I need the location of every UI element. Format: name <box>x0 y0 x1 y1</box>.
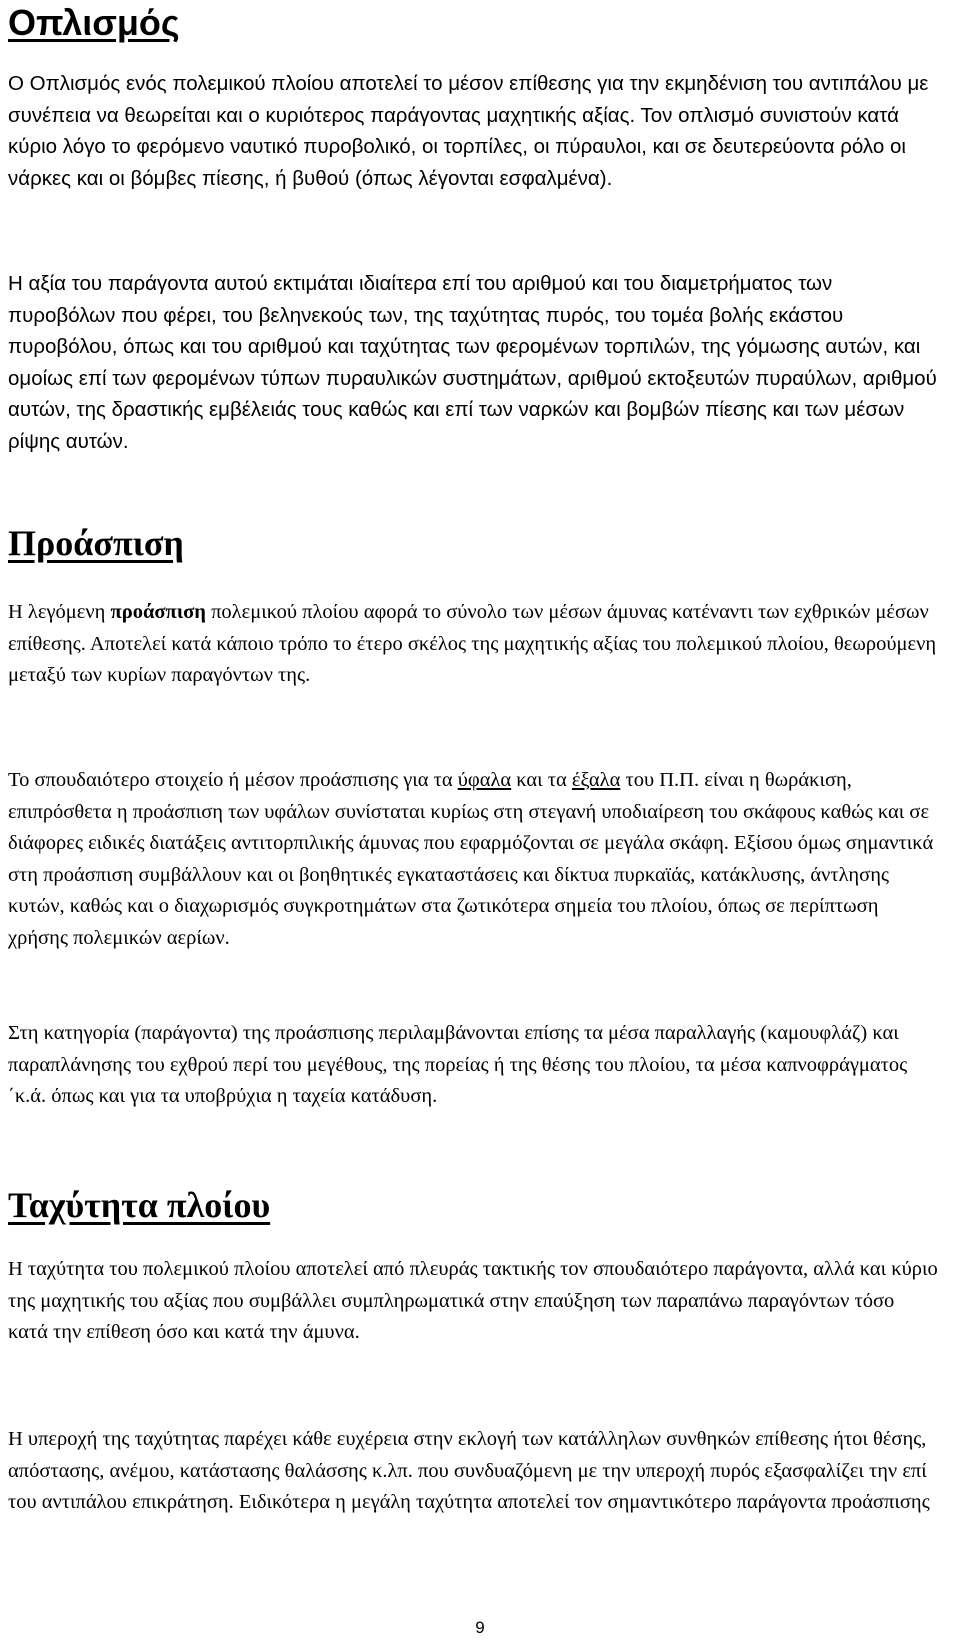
heading-proaspisi: Προάσπιση <box>8 523 184 563</box>
page-number: 9 <box>475 1618 485 1637</box>
paragraph-oplismos-value: Η αξία του παράγοντα αυτού εκτιμάται ιδιαίτερα επί του αριθμού και του διαμετρήματος των πυροβόλων που φέρει, του βεληνεκούς των, της ταχύτητας πυρός, του τομέα βολής εκάστου πυροβόλου, όπως και του αριθμού και ταχύτητας των φερομένων τορπιλών, της γόμωσης αυτών, και ομοίως επί των φερομένων τύπων πυραυλικών συστημάτων, αριθμού εκτοξευτών πυραύλων, αριθμού αυτών, της δραστικής εμβέλειάς τους καθώς και επί των ναρκών και βομβών πίεσης και των μέσων ρίψης αυτών. <box>8 272 937 453</box>
text-run: Η λεγόμενη <box>8 601 111 623</box>
bold-term-proaspisi: προάσπιση <box>110 601 206 623</box>
paragraph-proaspisi-armor <box>8 765 938 954</box>
paragraph-proaspisi-camouflage: Στη κατηγορία (παράγοντα) της προάσπισης περιλαμβάνονται επίσης τα μέσα παραλλαγής (καμουφλάζ) και παραπλάνησης του εχθρού περί του μεγέθους, της πορείας ή της θέσης του πλοίου, τα μέσα καπνοφράγματος ΄κ.ά. όπως και για τα υποβρύχια η ταχεία κατάδυση. <box>8 1022 908 1107</box>
paragraph-taxytita-advantage: Η υπεροχή της ταχύτητας παρέχει κάθε ευχέρεια στην εκλογή των κατάλληλων συνθηκών επίθεσης ήτοι θέσης, απόστασης, ανέμου, κατάστασης θαλάσσης κ.λπ. που συνδυαζόμενη με την υπεροχή πυρός εξασφαλίζει την επί του αντιπάλου επικράτηση. Ειδικότερα η μεγάλη ταχύτητα αποτελεί τον σημαντικότερο παράγοντα προάσπισης <box>8 1428 930 1513</box>
link-yfala[interactable]: ύφαλα <box>457 769 512 791</box>
paragraph-oplismos-intro: Ο Οπλισμός ενός πολεμικού πλοίου αποτελεί το μέσον επίθεσης για την εκμηδένιση του αντιπάλου με συνέπεια να θεωρείται και ο κυριότερος παράγοντας μαχητικής αξίας. Τον οπλισμό συνιστούν κατά κύριο λόγο το φερόμενο ναυτικό πυροβολικό, οι τορπίλες, οι πύραυλοι, και σε δευτερεύοντα ρόλο οι νάρκες και οι βόμβες πίεσης, ή βυθού (όπως λέγονται εσφαλμένα). <box>8 72 929 190</box>
text-run: και τα <box>511 769 572 791</box>
paragraph-proaspisi-intro <box>8 597 938 692</box>
paragraph-taxytita-intro: Η ταχύτητα του πολεμικού πλοίου αποτελεί από πλευράς τακτικής τον σπουδαιότερο παράγοντα, αλλά και κύριο της μαχητικής του αξίας που συμβάλλει συμπληρωματικά στην επαύξηση των παραπάνω παραγόντων τόσο κατά την επίθεση όσο και κατά την άμυνα. <box>8 1258 938 1343</box>
link-exala[interactable]: έξαλα <box>571 769 621 791</box>
text-run: του Π.Π. είναι η θωράκιση, επιπρόσθετα η προάσπιση των υφάλων συνίσταται κυρίως στη στεγανή υποδιαίρεση του σκάφους καθώς και σε διάφορες ειδικές διατάξεις αντιτορπιλικής άμυνας που εφαρμόζονται σε μεγάλα σκάφη. Εξίσου όμως σημαντικά στη προάσπιση συμβάλλουν και οι βοηθητικές εγκαταστάσεις και δίκτυα πυρκαϊάς, κατάκλυσης, άντλησης κυτών, καθώς και ο διαχωρισμός συγκροτημάτων στα ζωτικότερα σημεία του πλοίου, όπως σε περίπτωση χρήσης πολεμικών αερίων. <box>8 769 934 949</box>
heading-taxytita: Ταχύτητα πλοίου <box>8 1185 271 1225</box>
heading-oplismos: Οπλισμός <box>8 2 180 43</box>
text-run: Το σπουδαιότερο στοιχείο ή μέσον προάσπισης για τα <box>8 769 458 791</box>
text-run: πολεμικού πλοίου αφορά το σύνολο των μέσων άμυνας κατέναντι των εχθρικών μέσων επίθεσης. Αποτελεί κατά κάποιο τρόπο το έτερο σκέλος της μαχητικής αξίας του πολεμικού πλοίου, θεωρούμενη μεταξύ των κυρίων παραγόντων της. <box>8 601 937 686</box>
